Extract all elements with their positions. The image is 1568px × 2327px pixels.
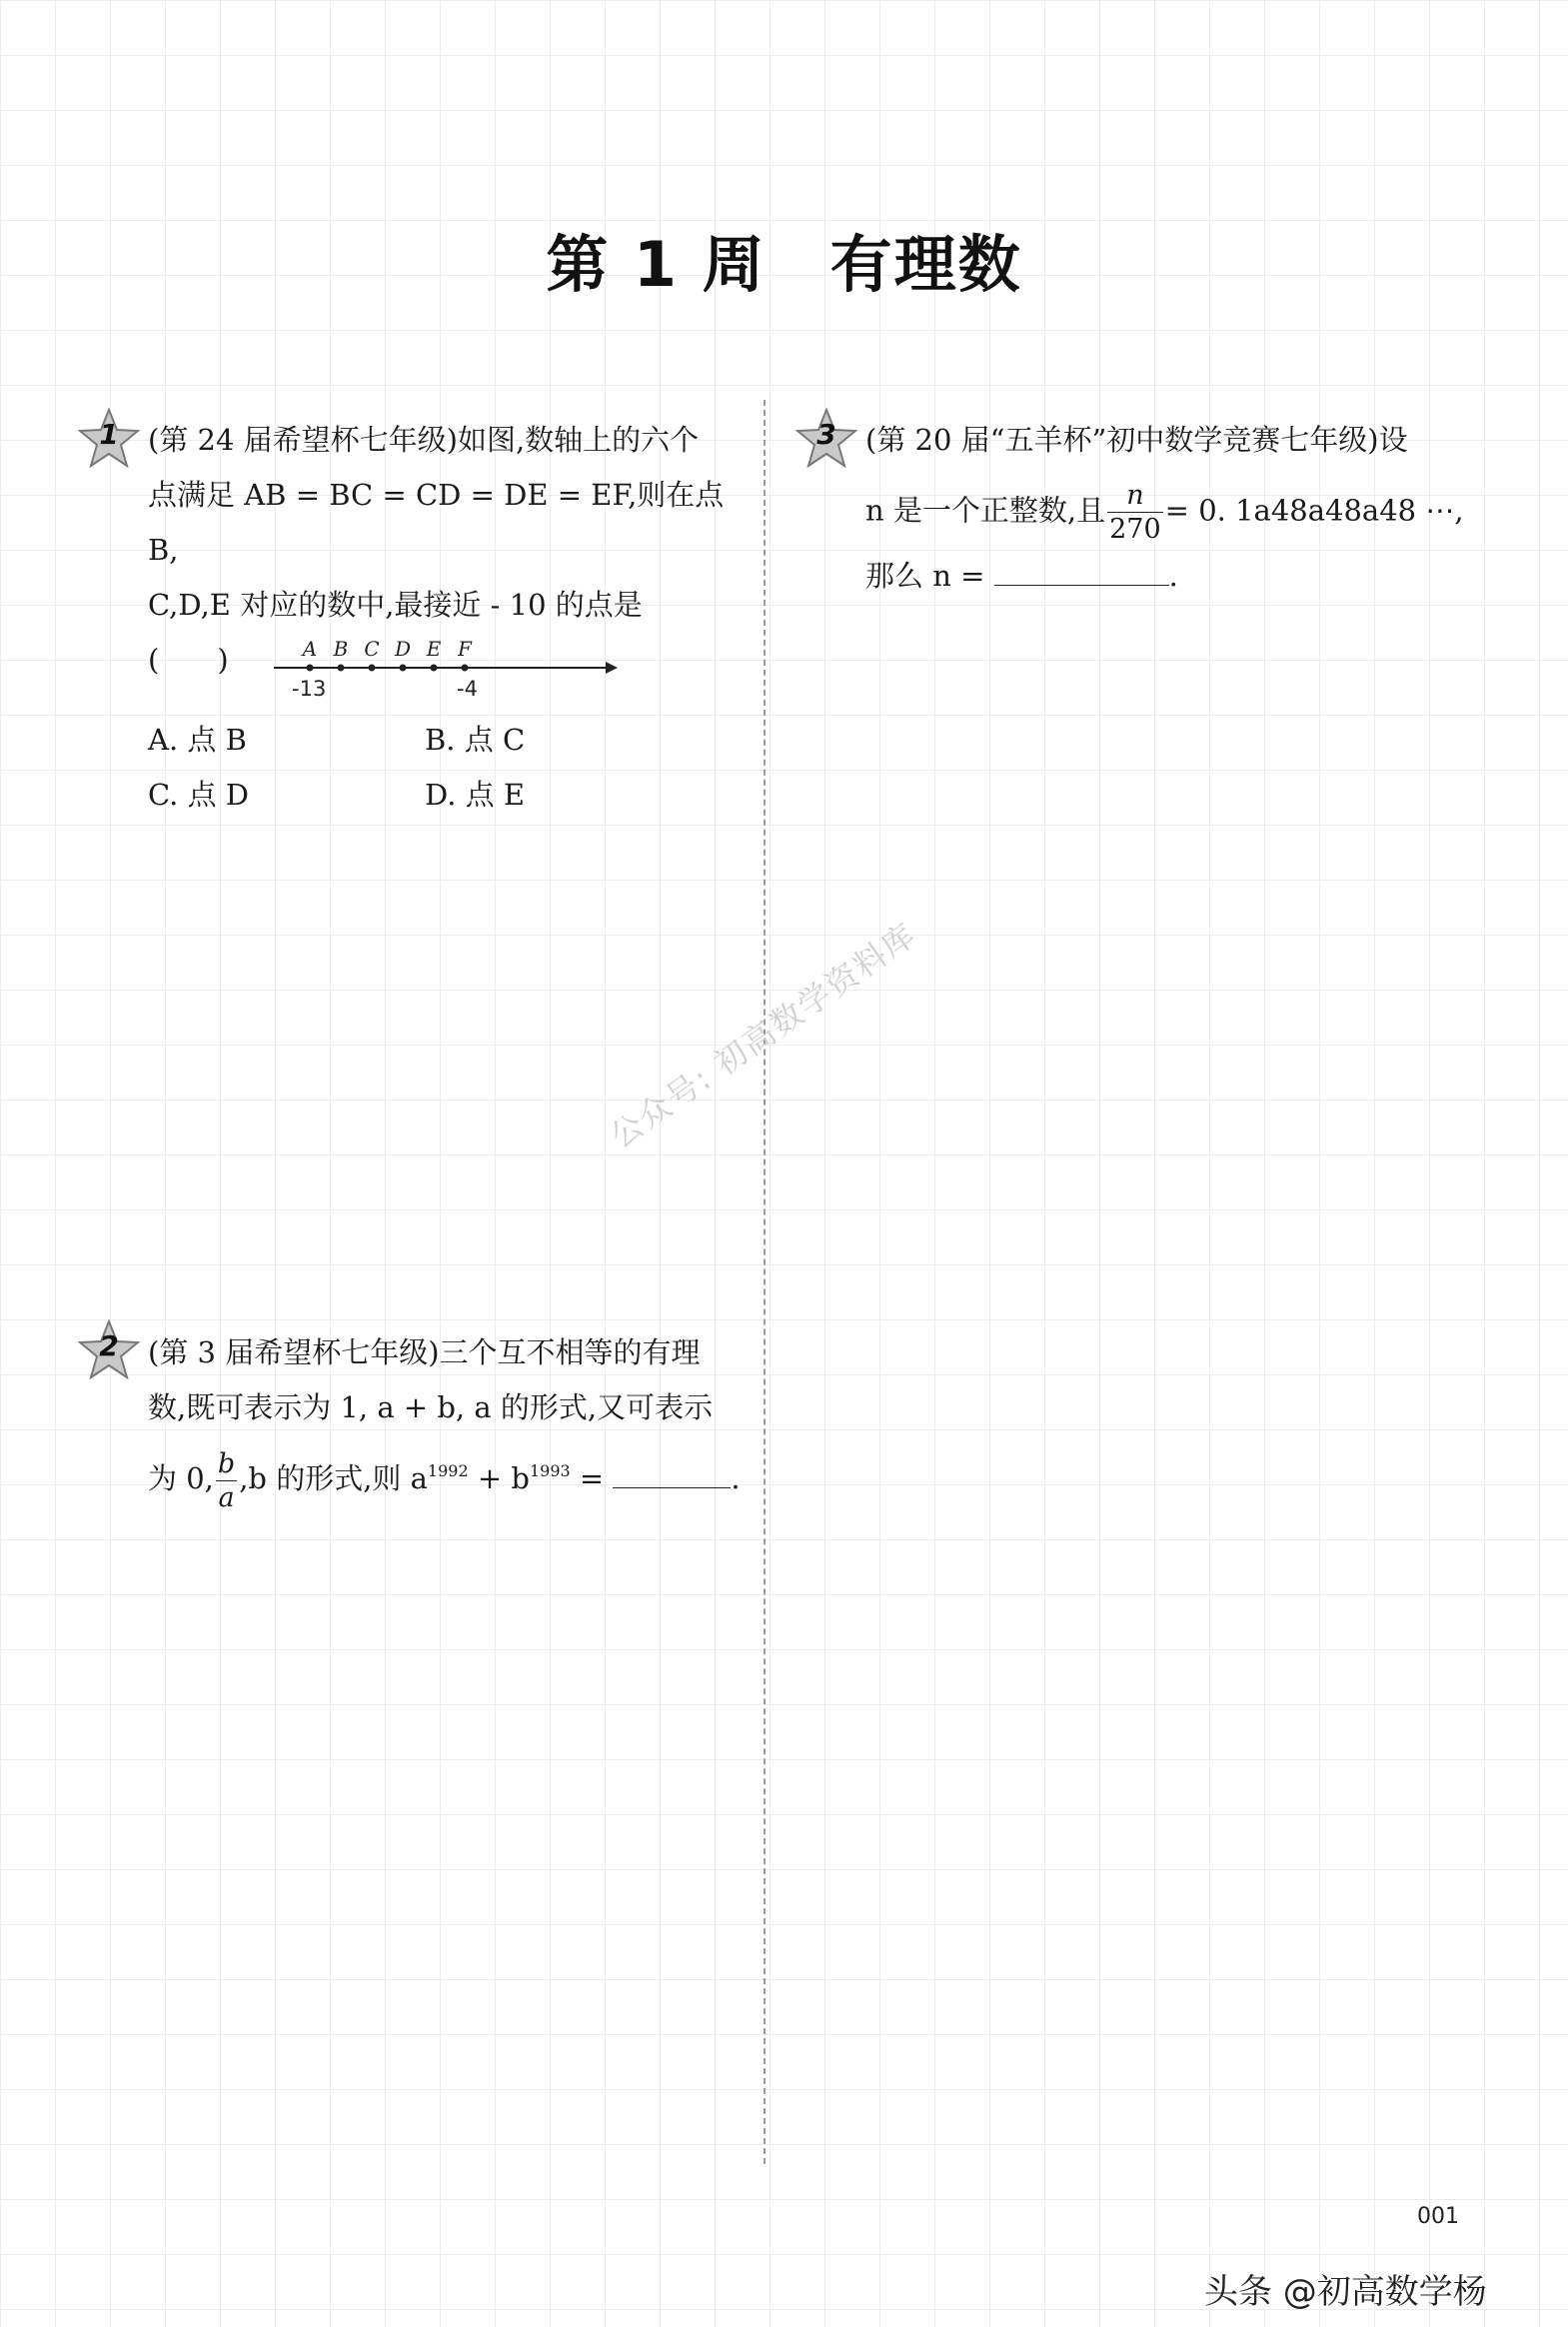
column-divider	[764, 400, 766, 2164]
number-line-point-e	[431, 665, 438, 672]
problem-2-answer-blank[interactable]	[613, 1465, 731, 1488]
problem-2-exp1: 1992	[427, 1461, 469, 1480]
problem-1-line3: C,D,E 对应的数中,最接近 - 10 的点是	[148, 588, 643, 622]
number-line-label-a: A	[302, 638, 318, 661]
number-line-point-d	[400, 665, 407, 672]
number-line-arrow-icon	[606, 662, 618, 674]
problem-2-source: (第 3 届希望杯七年级)	[148, 1335, 440, 1369]
number-line-point-c	[369, 665, 376, 672]
problem-2-end: .	[731, 1461, 741, 1495]
problem-2-frac-den: a	[216, 1480, 237, 1511]
problem-1-option-a: A. 点 B	[148, 723, 247, 757]
number-line-point-a	[307, 665, 314, 672]
problem-1-number: 1	[99, 418, 119, 451]
number-line-end-label: -4	[457, 677, 478, 701]
number-line-label-b: B	[333, 638, 349, 661]
problem-3-fraction	[1107, 482, 1163, 543]
problem-3-line2-suffix: = 0. 1a48a48a48 ⋯,	[1164, 493, 1464, 528]
problem-3-number: 3	[816, 418, 836, 451]
problem-2-star-icon	[78, 1319, 140, 1381]
problem-2	[148, 1325, 748, 1511]
watermark: 公众号: 初高数学资料库	[603, 915, 924, 1157]
number-line-label-c: C	[364, 638, 380, 661]
problem-2-fraction	[216, 1447, 237, 1513]
problem-2-line3-mid: ,b 的形式,则 a	[239, 1461, 428, 1495]
problem-3-line2-prefix: n 是一个正整数,且	[865, 493, 1106, 528]
problem-2-plus: + b	[468, 1461, 530, 1495]
problem-1-star-icon	[78, 408, 140, 470]
problem-1-line1: 如图,数轴上的六个	[457, 423, 700, 457]
problem-1-line2: 点满足 AB = BC = CD = DE = EF,则在点 B,	[148, 478, 725, 567]
problem-3-end: .	[1168, 559, 1178, 593]
problem-3-star-icon	[795, 408, 857, 470]
problem-3-line3-prefix: 那么 n =	[865, 559, 994, 593]
page-title: 第 1 周 有理数	[546, 228, 1022, 301]
problem-2-number: 2	[99, 1329, 119, 1362]
problem-2-line2: 数,既可表示为 1, a + b, a 的形式,又可表示	[148, 1390, 714, 1424]
problem-2-eq: =	[570, 1461, 614, 1495]
problem-2-exp2: 1993	[529, 1461, 571, 1480]
problem-2-line3-prefix: 为 0,	[148, 1461, 214, 1495]
problem-1-line4: ( )	[148, 643, 229, 677]
problem-1-option-d: D. 点 E	[425, 778, 526, 812]
number-line-point-b	[338, 665, 345, 672]
problem-2-line1: 三个互不相等的有理	[439, 1335, 701, 1369]
problem-3	[865, 413, 1505, 604]
problem-2-frac-num: b	[217, 1447, 236, 1479]
footer-credit: 头条 @初高数学杨	[1204, 2272, 1487, 2312]
problem-1-source: (第 24 届希望杯七年级)	[148, 423, 458, 457]
number-line-label-d: D	[394, 638, 412, 661]
problem-1-option-b: B. 点 C	[425, 723, 526, 757]
problem-3-source: (第 20 届“五羊杯”初中数学竞赛七年级)设	[865, 423, 1408, 457]
problem-3-frac-den: 270	[1109, 514, 1161, 545]
number-line-point-f	[462, 665, 469, 672]
problem-1-option-c: C. 点 D	[148, 778, 250, 812]
page-number: 001	[1417, 2204, 1459, 2229]
problem-3-frac-num: n	[1126, 480, 1144, 511]
number-line-label-e: E	[426, 638, 442, 661]
number-line-label-f: F	[458, 638, 472, 661]
problem-3-answer-blank[interactable]	[994, 563, 1169, 586]
number-line-start-label: -13	[292, 677, 327, 701]
number-line	[270, 638, 620, 708]
